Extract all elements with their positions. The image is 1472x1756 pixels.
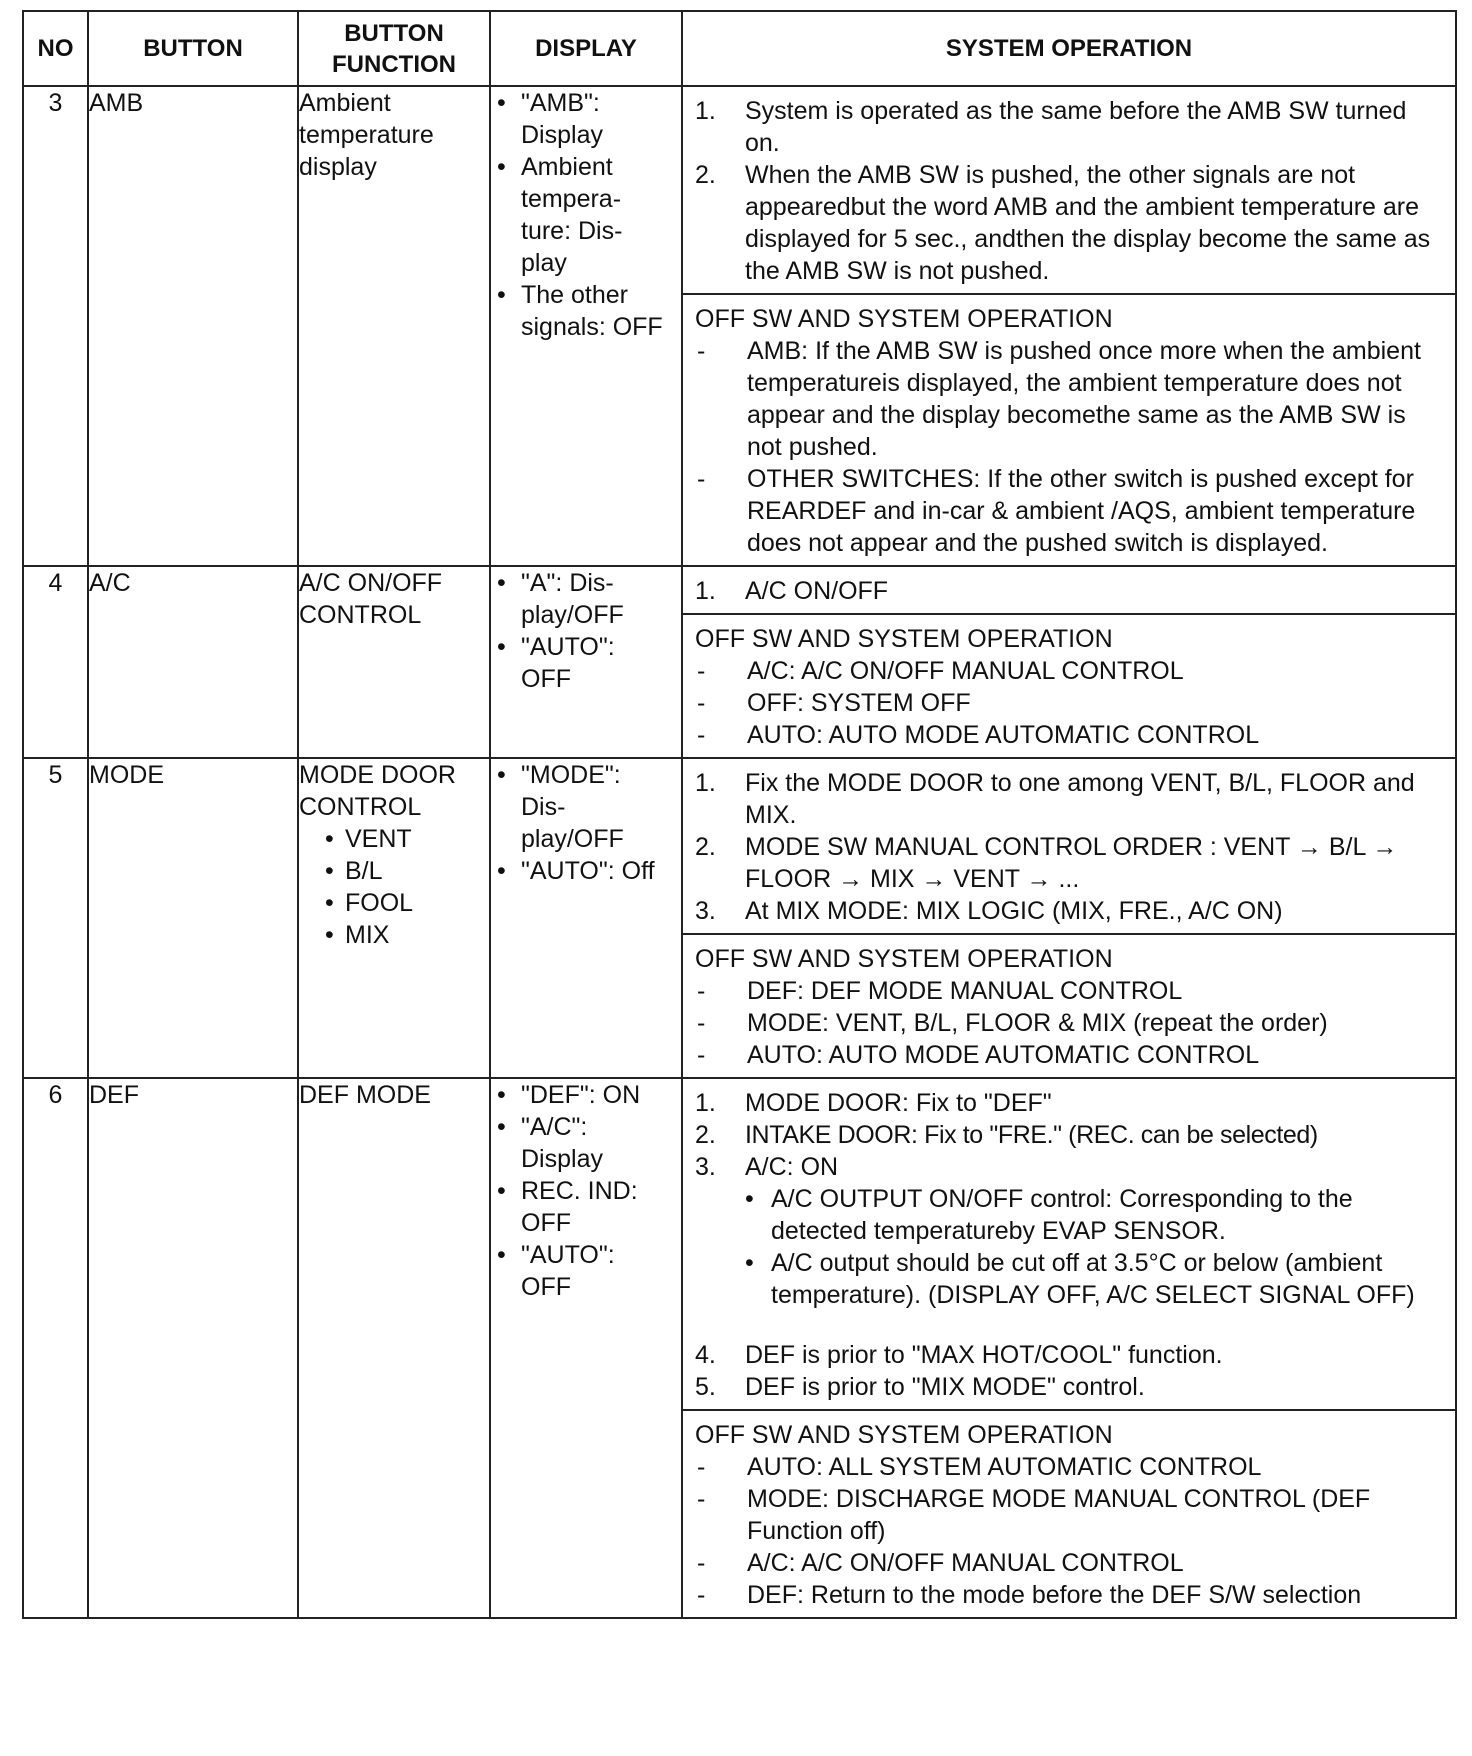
dash-item: - OFF: SYSTEM OFF (697, 689, 971, 717)
dash-item: - DEF: Return to the mode before the DEF S/W selection (697, 1581, 1362, 1609)
display-item: • "DEF": ON (491, 1079, 667, 1111)
dash-item: - AUTO: ALL SYSTEM AUTOMATIC CONTROL (697, 1453, 1262, 1481)
off-sw-box (683, 935, 1455, 1077)
numbered-item: 3. A/C: ON (695, 1153, 839, 1181)
button-operation-table (22, 10, 1457, 1619)
spacer (695, 1311, 1445, 1339)
table-row (23, 566, 1456, 758)
off-sw-title: OFF SW AND SYSTEM OPERATION (695, 945, 1113, 973)
display-item: • "A/C": Display (491, 1111, 667, 1175)
table-row (23, 1078, 1456, 1618)
numbered-item: 5. DEF is prior to "MIX MODE" control. (695, 1373, 1145, 1401)
row-no: 4 (23, 566, 88, 758)
dash-item: - MODE: VENT, B/L, FLOOR & MIX (repeat the order) (697, 1009, 1328, 1037)
header-button-function: BUTTON FUNCTION (298, 11, 490, 86)
numbered-item: 1. MODE DOOR: Fix to "DEF" (695, 1089, 1052, 1117)
sub-bullet-item: • A/C OUTPUT ON/OFF control: Corresponding to the detected temperatureby EVAP SENSOR. (745, 1185, 1353, 1245)
table-row (23, 758, 1456, 1078)
dash-item: - DEF: DEF MODE MANUAL CONTROL (697, 977, 1183, 1005)
sub-bullet-item: • A/C output should be cut off at 3.5°C or below (ambient temperature). (DISPLAY OFF, A/C SELECT SIGNAL OFF) (745, 1249, 1415, 1309)
row-function (298, 758, 490, 1078)
row-no: 5 (23, 758, 88, 1078)
dash-item: - AMB: If the AMB SW is pushed once more when the ambient temperatureis displayed, the ambient temperature does not appear and the display becomethe same as the AMB SW is not pushed. (697, 337, 1421, 461)
operation-box (683, 1079, 1455, 1411)
header-display: DISPLAY (490, 11, 682, 86)
numbered-item: 2. When the AMB SW is pushed, the other signals are not appearedbut the word AMB and the ambient temperature are displayed for 5 sec., andthen the display become the same as the AMB SW is not pushed. (695, 161, 1431, 285)
display-item: • The other signals: OFF (491, 279, 667, 343)
row-function: DEF MODE (298, 1078, 490, 1618)
function-item: • MIX (299, 919, 489, 951)
row-display (490, 86, 682, 566)
header-button: BUTTON (88, 11, 298, 86)
numbered-item: 1. System is operated as the same before the AMB SW turned on. (695, 97, 1407, 157)
dash-item: - A/C: A/C ON/OFF MANUAL CONTROL (697, 1549, 1184, 1577)
row-system-operation (682, 758, 1456, 1078)
function-item: • B/L (299, 855, 489, 887)
numbered-item: 4. DEF is prior to "MAX HOT/COOL" function. (695, 1341, 1223, 1369)
row-display (490, 1078, 682, 1618)
row-display (490, 758, 682, 1078)
row-button: MODE (88, 758, 298, 1078)
row-no: 6 (23, 1078, 88, 1618)
off-sw-box (683, 615, 1455, 757)
page (22, 10, 1455, 1619)
display-item: • "MODE": Dis-play/OFF (491, 759, 667, 855)
table-row (23, 86, 1456, 566)
dash-item: - MODE: DISCHARGE MODE MANUAL CONTROL (DEF Function off) (697, 1485, 1371, 1545)
row-button: DEF (88, 1078, 298, 1618)
off-sw-title: OFF SW AND SYSTEM OPERATION (695, 305, 1113, 333)
off-sw-box (683, 1411, 1455, 1617)
off-sw-box (683, 295, 1455, 565)
function-item: • VENT (299, 823, 489, 855)
numbered-item: 1. A/C ON/OFF (695, 577, 889, 605)
display-item: • "AUTO": OFF (491, 1239, 667, 1303)
numbered-item: 2. MODE SW MANUAL CONTROL ORDER : VENT → B/L → FLOOR → MIX → VENT → ... (695, 833, 1398, 893)
display-item: • "AMB": Display (491, 87, 667, 151)
dash-item: - A/C: A/C ON/OFF MANUAL CONTROL (697, 657, 1184, 685)
header-system-operation: SYSTEM OPERATION (682, 11, 1456, 86)
dash-item: - OTHER SWITCHES: If the other switch is pushed except for REARDEF and in-car & ambient /AQS, ambient temperature does not appear and the pushed switch is displayed. (697, 465, 1416, 557)
dash-item: - AUTO: AUTO MODE AUTOMATIC CONTROL (697, 1041, 1260, 1069)
row-system-operation (682, 1078, 1456, 1618)
function-label: MODE DOOR CONTROL (299, 761, 456, 821)
display-item: • REC. IND: OFF (491, 1175, 667, 1239)
off-sw-title: OFF SW AND SYSTEM OPERATION (695, 625, 1113, 653)
function-item: • FOOL (299, 887, 489, 919)
row-button: A/C (88, 566, 298, 758)
dash-item: - AUTO: AUTO MODE AUTOMATIC CONTROL (697, 721, 1260, 749)
numbered-item: 3. At MIX MODE: MIX LOGIC (MIX, FRE., A/C ON) (695, 897, 1283, 925)
display-item: • Ambient tempera-ture: Dis-play (491, 151, 667, 279)
operation-box (683, 567, 1455, 615)
operation-box (683, 87, 1455, 295)
off-sw-title: OFF SW AND SYSTEM OPERATION (695, 1421, 1113, 1449)
row-button: AMB (88, 86, 298, 566)
numbered-item: 2. INTAKE DOOR: Fix to "FRE." (REC. can be selected) (695, 1121, 1318, 1149)
row-function: Ambient temperature display (298, 86, 490, 566)
display-item: • "AUTO": Off (491, 855, 667, 887)
row-system-operation (682, 86, 1456, 566)
display-item: • "AUTO": OFF (491, 631, 667, 695)
operation-box (683, 759, 1455, 935)
row-no: 3 (23, 86, 88, 566)
numbered-item: 1. Fix the MODE DOOR to one among VENT, B/L, FLOOR and MIX. (695, 769, 1415, 829)
row-display (490, 566, 682, 758)
table-header-row (23, 11, 1456, 86)
display-item: • "A": Dis-play/OFF (491, 567, 667, 631)
row-system-operation (682, 566, 1456, 758)
row-function: A/C ON/OFF CONTROL (298, 566, 490, 758)
header-no: NO (23, 11, 88, 86)
